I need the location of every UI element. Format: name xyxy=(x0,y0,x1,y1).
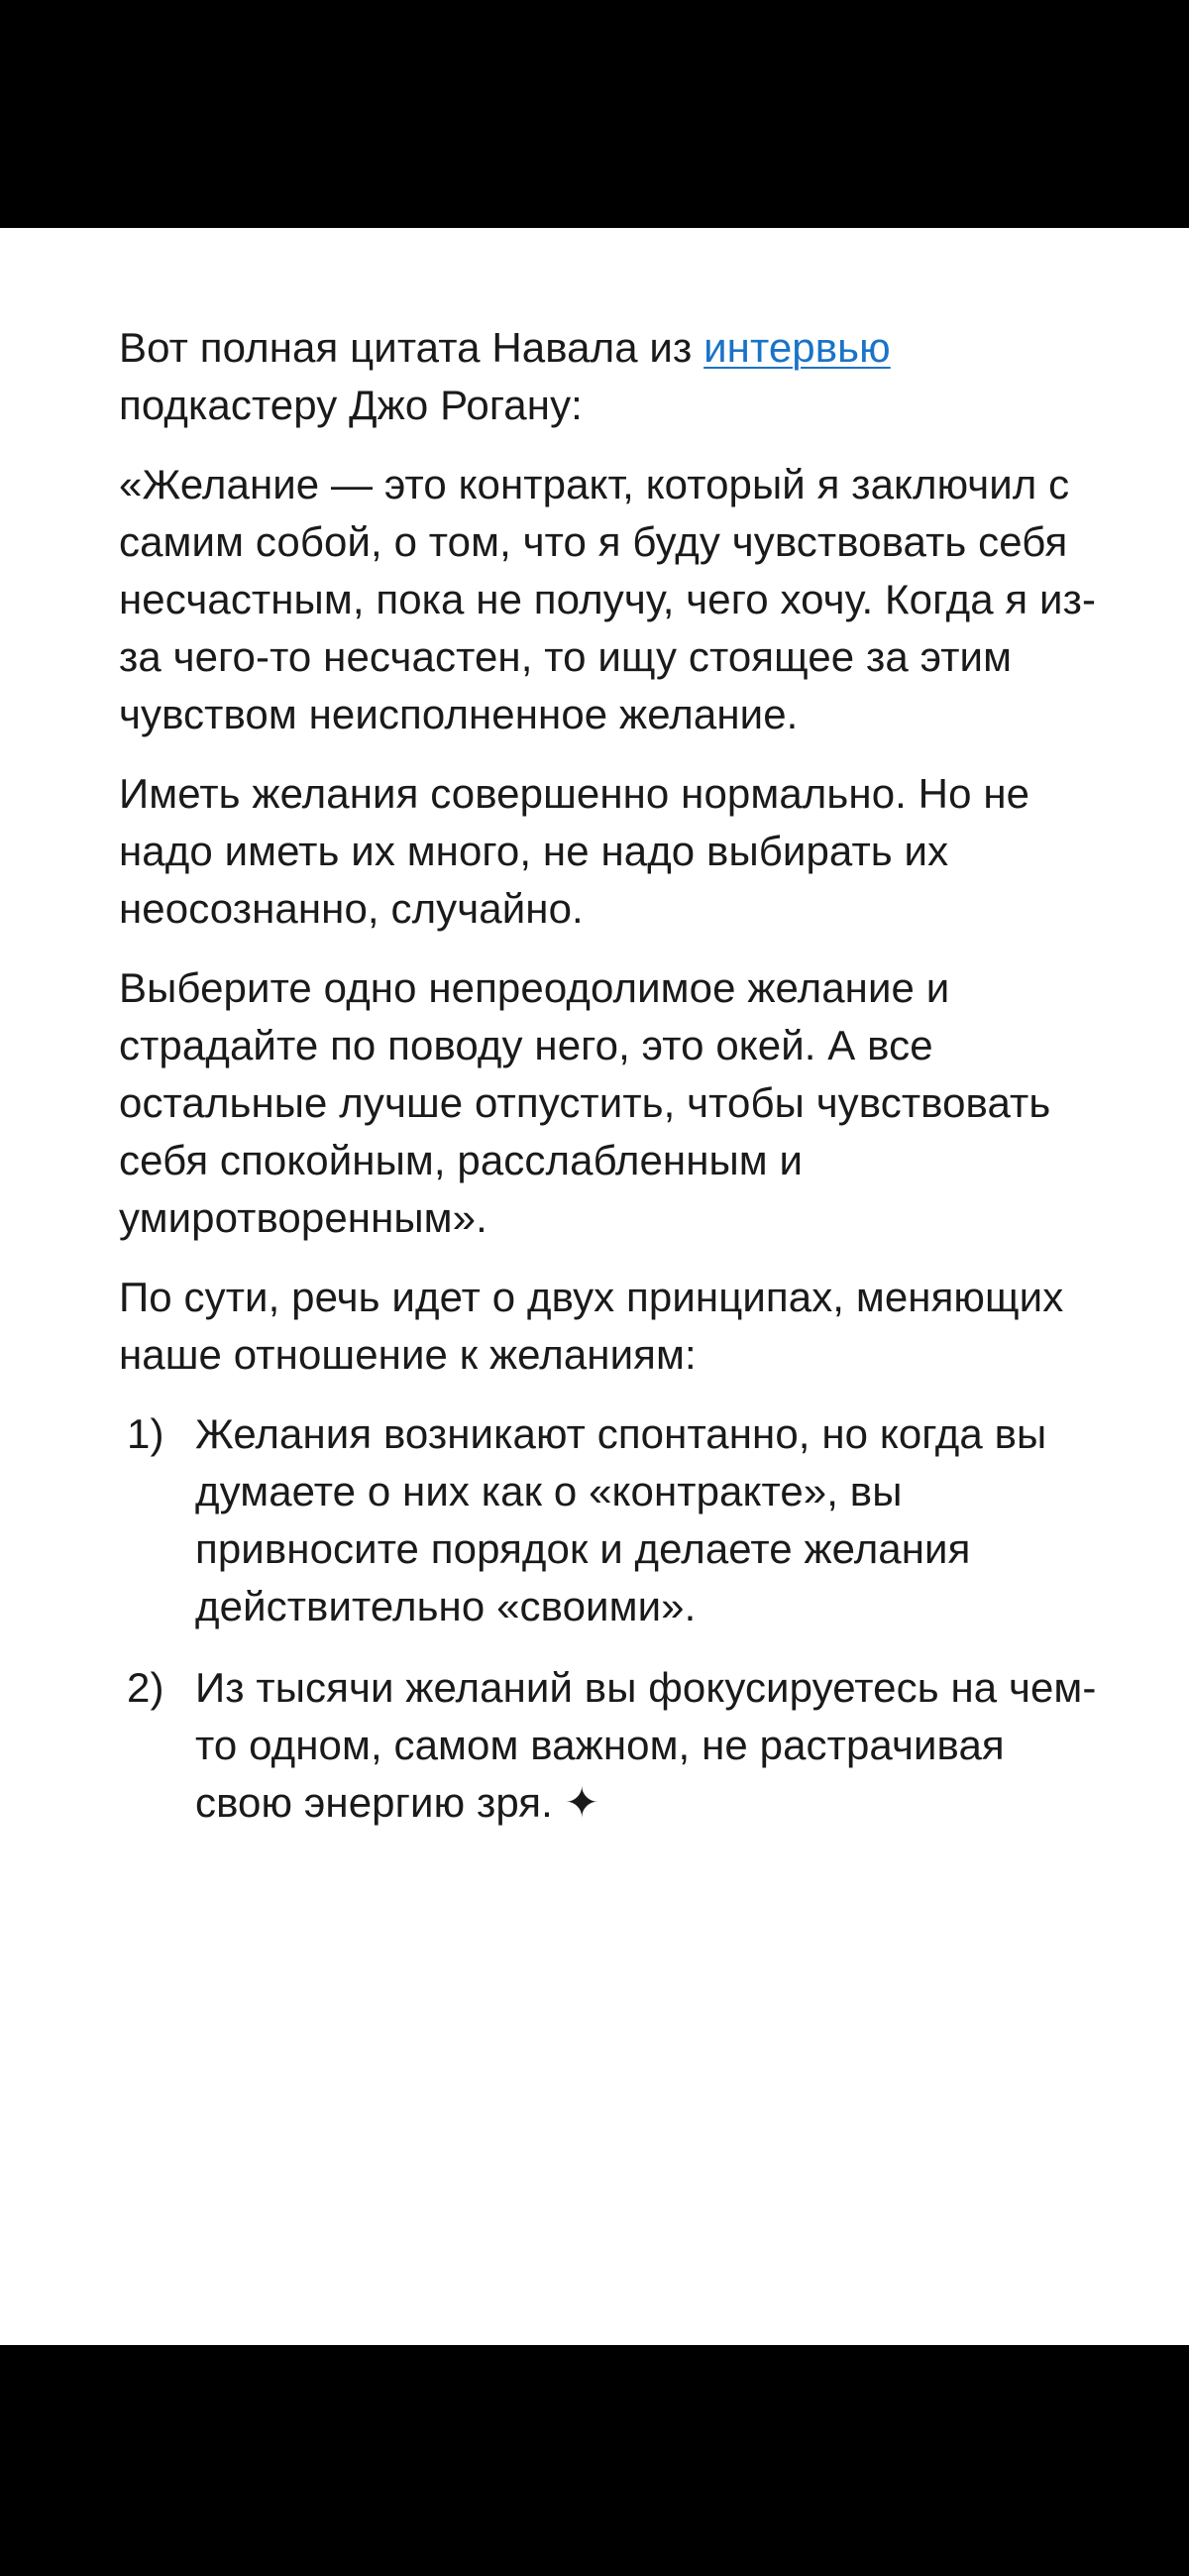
list-number: 2) xyxy=(127,1664,164,1711)
list-text: Желания возникают спонтанно, но когда вы думаете о них как о «контракте», вы привносите порядок и делаете желания действительно «своими». xyxy=(195,1410,1047,1629)
list-number: 1) xyxy=(127,1410,164,1457)
summary-paragraph: По сути, речь идет о двух принципах, меняющих наше отношение к желаниям: xyxy=(119,1274,1064,1378)
list-item xyxy=(119,1659,1100,1832)
top-black-bar xyxy=(0,0,1189,228)
quote-paragraph-2: Иметь желания совершенно нормально. Но не надо иметь их много, не надо выбирать их неосознанно, случайно. xyxy=(119,770,1030,932)
quote-paragraph-1: «Желание — это контракт, который я заключил с самим собой, о том, что я буду чувствовать себя несчастным, пока не получу, чего хочу. Когда я из-за чего-то несчастен, то ищу стоящее за этим чувством неисполненное желание. xyxy=(119,461,1097,737)
intro-paragraph xyxy=(119,319,1100,434)
story-page xyxy=(0,228,1189,2345)
principles-list xyxy=(119,1405,1100,1832)
intro-text: Вот полная цитата Навала из xyxy=(119,324,704,371)
bottom-black-bar xyxy=(0,2345,1189,2576)
intro-text-end: подкастеру Джо Рогану: xyxy=(119,382,583,428)
quote-paragraph-3: Выберите одно непреодолимое желание и страдайте по поводу него, это окей. А все остальные лучше отпустить, чтобы чувствовать себя спокойным, расслабленным и умиротворенным». xyxy=(119,964,1051,1241)
list-text: Из тысячи желаний вы фокусируетесь на чем-то одном, самом важном, не растрачивая свою энергию зря. ✦ xyxy=(195,1664,1097,1826)
article-body xyxy=(119,319,1100,1855)
list-item xyxy=(119,1405,1100,1635)
interview-link[interactable]: интервью xyxy=(703,324,891,371)
